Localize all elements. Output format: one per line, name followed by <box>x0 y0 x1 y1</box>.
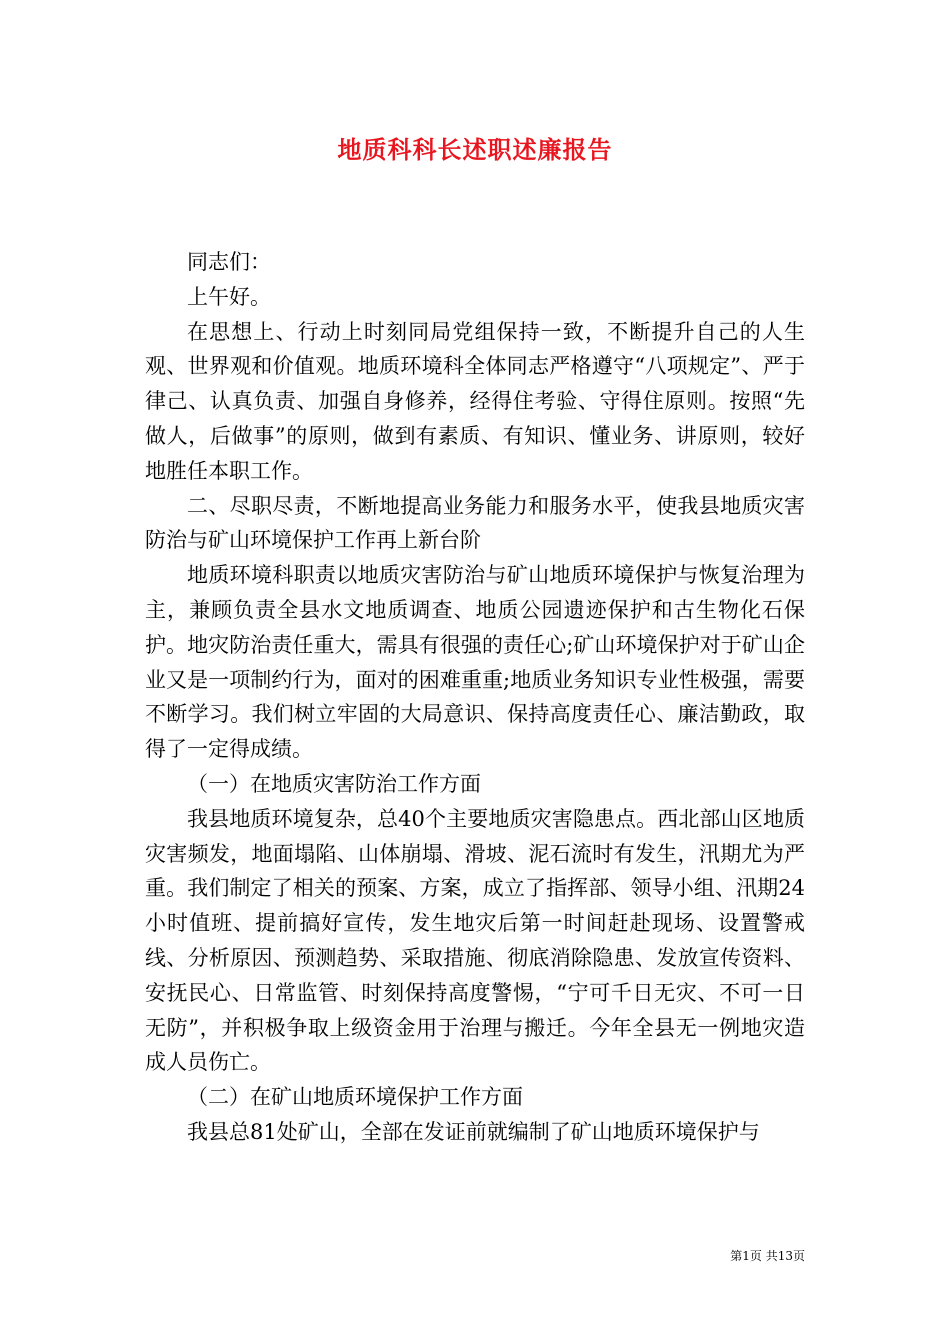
document-title: 地质科科长述职述廉报告 <box>337 135 613 164</box>
paragraph-ideology: 在思想上、行动上时刻同局党组保持一致，不断提升自己的人生观、世界观和价值观。地质环境科全体同志严格遵守“八项规定”、严于律己、认真负责、加强自身修养，经得住考验、守得住原则。按照“先做人，后做事”的原则，做到有素质、有知识、懂业务、讲原则，较好地胜任本职工作。 <box>145 319 805 483</box>
paragraph-salutation: 上午好。 <box>187 284 271 309</box>
footer-suffix: 页 <box>792 1249 805 1263</box>
page-footer <box>730 1248 805 1264</box>
paragraph-responsibilities: 地质环境科职责以地质灾害防治与矿山地质环境保护与恢复治理为主，兼顾负责全县水文地质调查、地质公园遗迹保护和古生物化石保护。地灾防治责任重大，需具有很强的责任心;矿山环境保护对于矿山企业又是一项制约行为，面对的困难重重;地质业务知识专业性极强，需要不断学习。我们树立牢固的大局意识、保持高度责任心、廉洁勤政，取得了一定得成绩。 <box>145 563 805 762</box>
footer-current-page: 1 <box>742 1249 750 1263</box>
footer-middle: 页 共 <box>749 1249 778 1263</box>
paragraph-disaster-prevention: 我县地质环境复杂，总40个主要地质灾害隐患点。西北部山区地质灾害频发，地面塌陷、山体崩塌、滑坡、泥石流时有发生，汛期尤为严重。我们制定了相关的预案、方案，成立了指挥部、领导小组、汛期24小时值班、提前搞好宣传，发生地灾后第一时间赶赴现场、设置警戒线、分析原因、预测趋势、采取措施、彻底消除隐患、发放宣传资料、安抚民心、日常监管、时刻保持高度警惕，“宁可千日无灾、不可一日无防”，并积极争取上级资金用于治理与搬迁。今年全县无一例地灾造成人员伤亡。 <box>145 806 805 1075</box>
paragraph-greeting: 同志们： <box>187 250 271 274</box>
subsection-heading-two: （二）在矿山地质环境保护工作方面 <box>187 1085 523 1110</box>
subsection-heading-one: （一）在地质灾害防治工作方面 <box>187 771 481 796</box>
document-body <box>145 245 805 1150</box>
paragraph-mine-protection: 我县总81处矿山，全部在发证前就编制了矿山地质环境保护与 <box>187 1119 760 1144</box>
footer-total-pages: 13 <box>777 1249 793 1263</box>
section-heading-two: 二、尽职尽责，不断地提高业务能力和服务水平，使我县地质灾害防治与矿山环境保护工作再上新台阶 <box>145 493 805 553</box>
footer-prefix: 第 <box>730 1249 743 1263</box>
